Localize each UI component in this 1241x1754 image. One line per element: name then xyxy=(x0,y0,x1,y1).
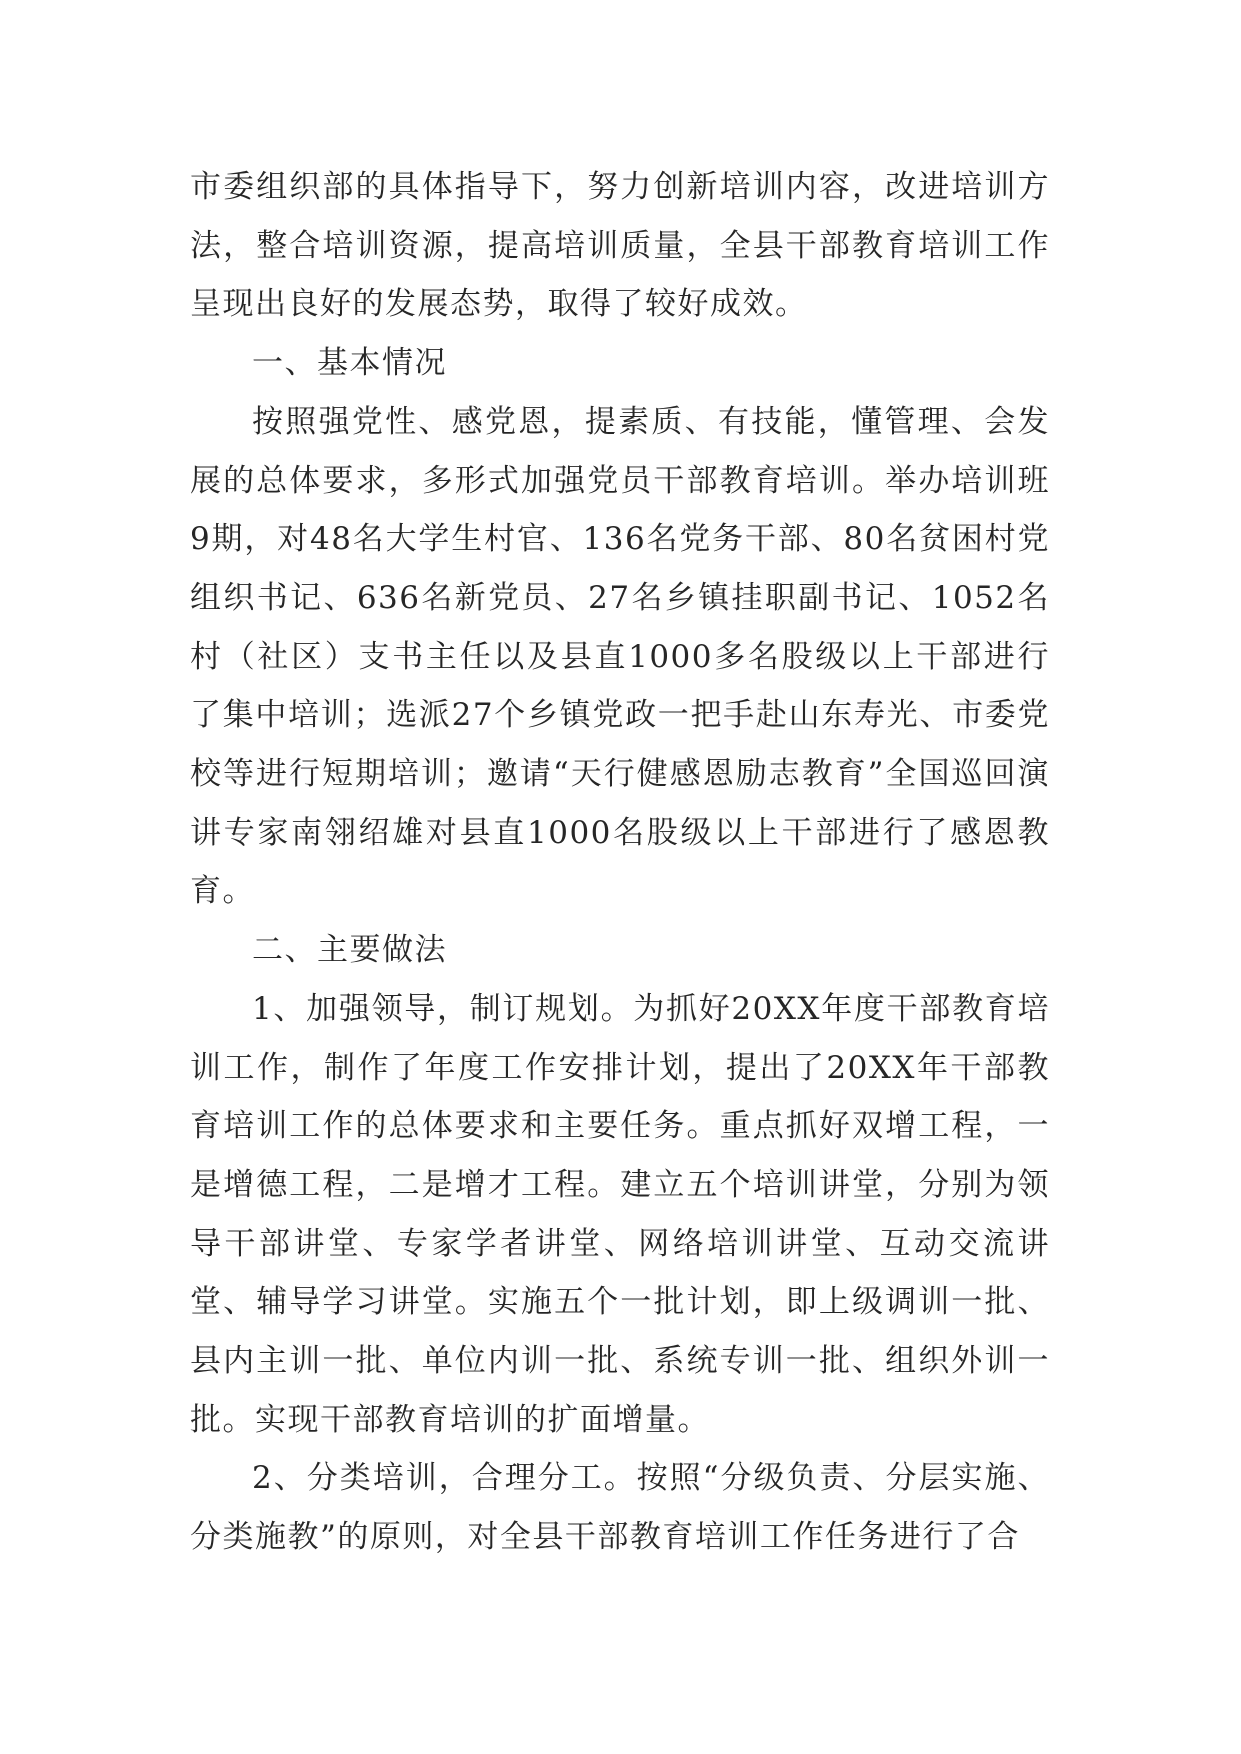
section-heading-basic-situation: 一、基本情况 xyxy=(252,345,447,382)
section-heading-main-practices: 二、主要做法 xyxy=(252,932,447,969)
paragraph-practice-1: 1、加强领导，制订规划。为抓好20XX年度干部教育培训工作，制作了年度工作安排计划，提出了20XX年干部教育培训工作的总体要求和主要任务。重点抓好双增工程，一是增德工程，二是增才工程。建立五个培训讲堂，分别为领导干部讲堂、专家学者讲堂、网络培训讲堂、互动交流讲堂、辅导学习讲堂。实施五个一批计划，即上级调训一批、县内主训一批、单位内训一批、系统专训一批、组织外训一批。实现干部教育培训的扩面增量。 xyxy=(190,990,1050,1438)
paragraph-basic-situation: 按照强党性、感党恩，提素质、有技能，懂管理、会发展的总体要求，多形式加强党员干部教育培训。举办培训班9期，对48名大学生村官、136名党务干部、80名贫困村党组织书记、636名新党员、27名乡镇挂职副书记、1052名村（社区）支书主任以及县直1000多名股级以上干部进行了集中培训；选派27个乡镇党政一把手赴山东寿光、市委党校等进行短期培训；邀请“天行健感恩励志教育”全国巡回演讲专家南翎绍雄对县直1000名股级以上干部进行了感恩教育。 xyxy=(190,403,1050,910)
document-body xyxy=(190,158,1050,1567)
paragraph-practice-2: 2、分类培训，合理分工。按照“分级负责、分层实施、分类施教”的原则，对全县干部教育培训工作任务进行了合 xyxy=(190,1460,1050,1556)
paragraph-intro-continuation: 市委组织部的具体指导下，努力创新培训内容，改进培训方法，整合培训资源，提高培训质量，全县干部教育培训工作呈现出良好的发展态势，取得了较好成效。 xyxy=(190,169,1050,323)
